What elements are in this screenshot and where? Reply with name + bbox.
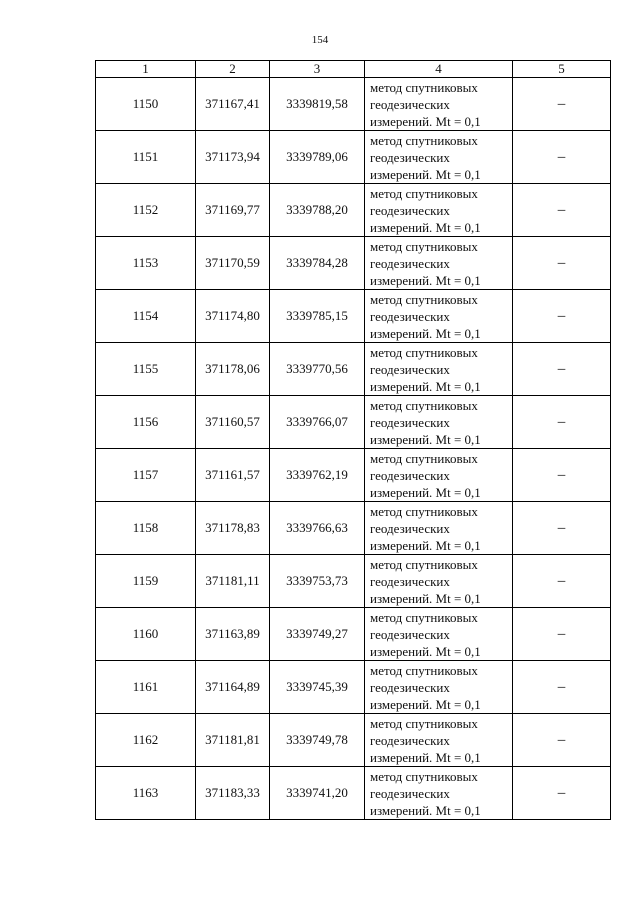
header-col-4: 4 xyxy=(365,61,513,78)
method-line: измерений. Mt = 0,1 xyxy=(370,378,481,394)
point-number: 1153 xyxy=(96,237,196,290)
coordinate-x: 371173,94 xyxy=(196,131,270,184)
coordinate-x: 371183,33 xyxy=(196,767,270,820)
coordinate-y: 3339766,07 xyxy=(270,396,365,449)
coordinate-y: 3339753,73 xyxy=(270,555,365,608)
coordinate-y: 3339785,15 xyxy=(270,290,365,343)
method-cell xyxy=(365,237,513,290)
note-dash: – xyxy=(513,184,611,237)
method-line: метод спутниковых xyxy=(370,450,478,466)
table-row xyxy=(96,396,611,449)
method-line: измерений. Mt = 0,1 xyxy=(370,431,481,447)
method-line: метод спутниковых xyxy=(370,503,478,519)
method-cell xyxy=(365,396,513,449)
method-line: геодезических xyxy=(370,573,450,589)
method-cell xyxy=(365,78,513,131)
point-number: 1155 xyxy=(96,343,196,396)
method-cell xyxy=(365,555,513,608)
coordinate-x: 371181,81 xyxy=(196,714,270,767)
method-line: измерений. Mt = 0,1 xyxy=(370,325,481,341)
point-number: 1151 xyxy=(96,131,196,184)
coordinate-x: 371164,89 xyxy=(196,661,270,714)
method-line: измерений. Mt = 0,1 xyxy=(370,219,481,235)
method-line: геодезических xyxy=(370,414,450,430)
note-dash: – xyxy=(513,608,611,661)
note-dash: – xyxy=(513,555,611,608)
page-number: 154 xyxy=(311,34,329,46)
coordinate-x: 371163,89 xyxy=(196,608,270,661)
method-cell xyxy=(365,502,513,555)
coordinate-x: 371167,41 xyxy=(196,78,270,131)
note-dash: – xyxy=(513,78,611,131)
point-number: 1150 xyxy=(96,78,196,131)
method-line: метод спутниковых xyxy=(370,556,478,572)
header-col-3: 3 xyxy=(270,61,365,78)
method-line: метод спутниковых xyxy=(370,79,478,95)
note-dash: – xyxy=(513,767,611,820)
point-number: 1163 xyxy=(96,767,196,820)
method-line: метод спутниковых xyxy=(370,185,478,201)
method-line: геодезических xyxy=(370,361,450,377)
note-dash: – xyxy=(513,343,611,396)
header-col-5: 5 xyxy=(513,61,611,78)
table-row xyxy=(96,714,611,767)
method-line: измерений. Mt = 0,1 xyxy=(370,272,481,288)
coordinate-y: 3339819,58 xyxy=(270,78,365,131)
method-line: метод спутниковых xyxy=(370,609,478,625)
method-line: измерений. Mt = 0,1 xyxy=(370,166,481,182)
note-dash: – xyxy=(513,661,611,714)
method-line: метод спутниковых xyxy=(370,238,478,254)
method-line: геодезических xyxy=(370,149,450,165)
method-line: геодезических xyxy=(370,308,450,324)
method-line: метод спутниковых xyxy=(370,768,478,784)
coordinate-x: 371181,11 xyxy=(196,555,270,608)
method-cell xyxy=(365,290,513,343)
method-line: геодезических xyxy=(370,626,450,642)
coordinate-x: 371160,57 xyxy=(196,396,270,449)
table-row xyxy=(96,555,611,608)
method-cell xyxy=(365,131,513,184)
point-number: 1159 xyxy=(96,555,196,608)
note-dash: – xyxy=(513,131,611,184)
coordinate-y: 3339745,39 xyxy=(270,661,365,714)
point-number: 1161 xyxy=(96,661,196,714)
table-row xyxy=(96,237,611,290)
method-line: метод спутниковых xyxy=(370,397,478,413)
method-line: измерений. Mt = 0,1 xyxy=(370,749,481,765)
method-line: измерений. Mt = 0,1 xyxy=(370,643,481,659)
method-cell xyxy=(365,449,513,502)
method-line: измерений. Mt = 0,1 xyxy=(370,802,481,818)
coordinate-x: 371178,83 xyxy=(196,502,270,555)
note-dash: – xyxy=(513,290,611,343)
table-row xyxy=(96,131,611,184)
note-dash: – xyxy=(513,714,611,767)
method-line: геодезических xyxy=(370,679,450,695)
note-dash: – xyxy=(513,502,611,555)
point-number: 1158 xyxy=(96,502,196,555)
method-line: геодезических xyxy=(370,255,450,271)
method-line: измерений. Mt = 0,1 xyxy=(370,484,481,500)
method-cell xyxy=(365,661,513,714)
coordinate-x: 371170,59 xyxy=(196,237,270,290)
point-number: 1162 xyxy=(96,714,196,767)
coordinate-y: 3339749,78 xyxy=(270,714,365,767)
method-line: метод спутниковых xyxy=(370,662,478,678)
method-line: геодезических xyxy=(370,520,450,536)
coordinate-y: 3339741,20 xyxy=(270,767,365,820)
coordinate-x: 371161,57 xyxy=(196,449,270,502)
coordinate-y: 3339784,28 xyxy=(270,237,365,290)
coordinates-table xyxy=(95,60,611,820)
note-dash: – xyxy=(513,237,611,290)
method-cell xyxy=(365,714,513,767)
method-cell xyxy=(365,184,513,237)
method-line: измерений. Mt = 0,1 xyxy=(370,113,481,129)
method-line: метод спутниковых xyxy=(370,132,478,148)
table-row xyxy=(96,343,611,396)
note-dash: – xyxy=(513,449,611,502)
method-line: геодезических xyxy=(370,202,450,218)
note-dash: – xyxy=(513,396,611,449)
point-number: 1152 xyxy=(96,184,196,237)
header-col-1: 1 xyxy=(96,61,196,78)
coordinate-x: 371178,06 xyxy=(196,343,270,396)
method-line: метод спутниковых xyxy=(370,344,478,360)
table-row xyxy=(96,184,611,237)
point-number: 1160 xyxy=(96,608,196,661)
method-line: измерений. Mt = 0,1 xyxy=(370,696,481,712)
coordinate-y: 3339749,27 xyxy=(270,608,365,661)
header-row xyxy=(96,61,611,78)
coordinate-y: 3339788,20 xyxy=(270,184,365,237)
method-line: измерений. Mt = 0,1 xyxy=(370,537,481,553)
coordinate-y: 3339766,63 xyxy=(270,502,365,555)
method-line: геодезических xyxy=(370,785,450,801)
coordinate-y: 3339770,56 xyxy=(270,343,365,396)
method-line: геодезических xyxy=(370,96,450,112)
table-row xyxy=(96,661,611,714)
method-line: метод спутниковых xyxy=(370,715,478,731)
header-col-2: 2 xyxy=(196,61,270,78)
table-row xyxy=(96,78,611,131)
table-body xyxy=(96,78,611,820)
method-line: геодезических xyxy=(370,467,450,483)
method-line: метод спутниковых xyxy=(370,291,478,307)
method-cell xyxy=(365,767,513,820)
method-line: геодезических xyxy=(370,732,450,748)
method-cell xyxy=(365,343,513,396)
coordinate-y: 3339762,19 xyxy=(270,449,365,502)
method-cell xyxy=(365,608,513,661)
point-number: 1154 xyxy=(96,290,196,343)
table-row xyxy=(96,502,611,555)
table-header xyxy=(96,61,611,78)
point-number: 1156 xyxy=(96,396,196,449)
method-line: измерений. Mt = 0,1 xyxy=(370,590,481,606)
table-row xyxy=(96,449,611,502)
coordinate-x: 371169,77 xyxy=(196,184,270,237)
coordinate-y: 3339789,06 xyxy=(270,131,365,184)
table-row xyxy=(96,290,611,343)
coordinate-x: 371174,80 xyxy=(196,290,270,343)
table-row xyxy=(96,608,611,661)
point-number: 1157 xyxy=(96,449,196,502)
table-row xyxy=(96,767,611,820)
